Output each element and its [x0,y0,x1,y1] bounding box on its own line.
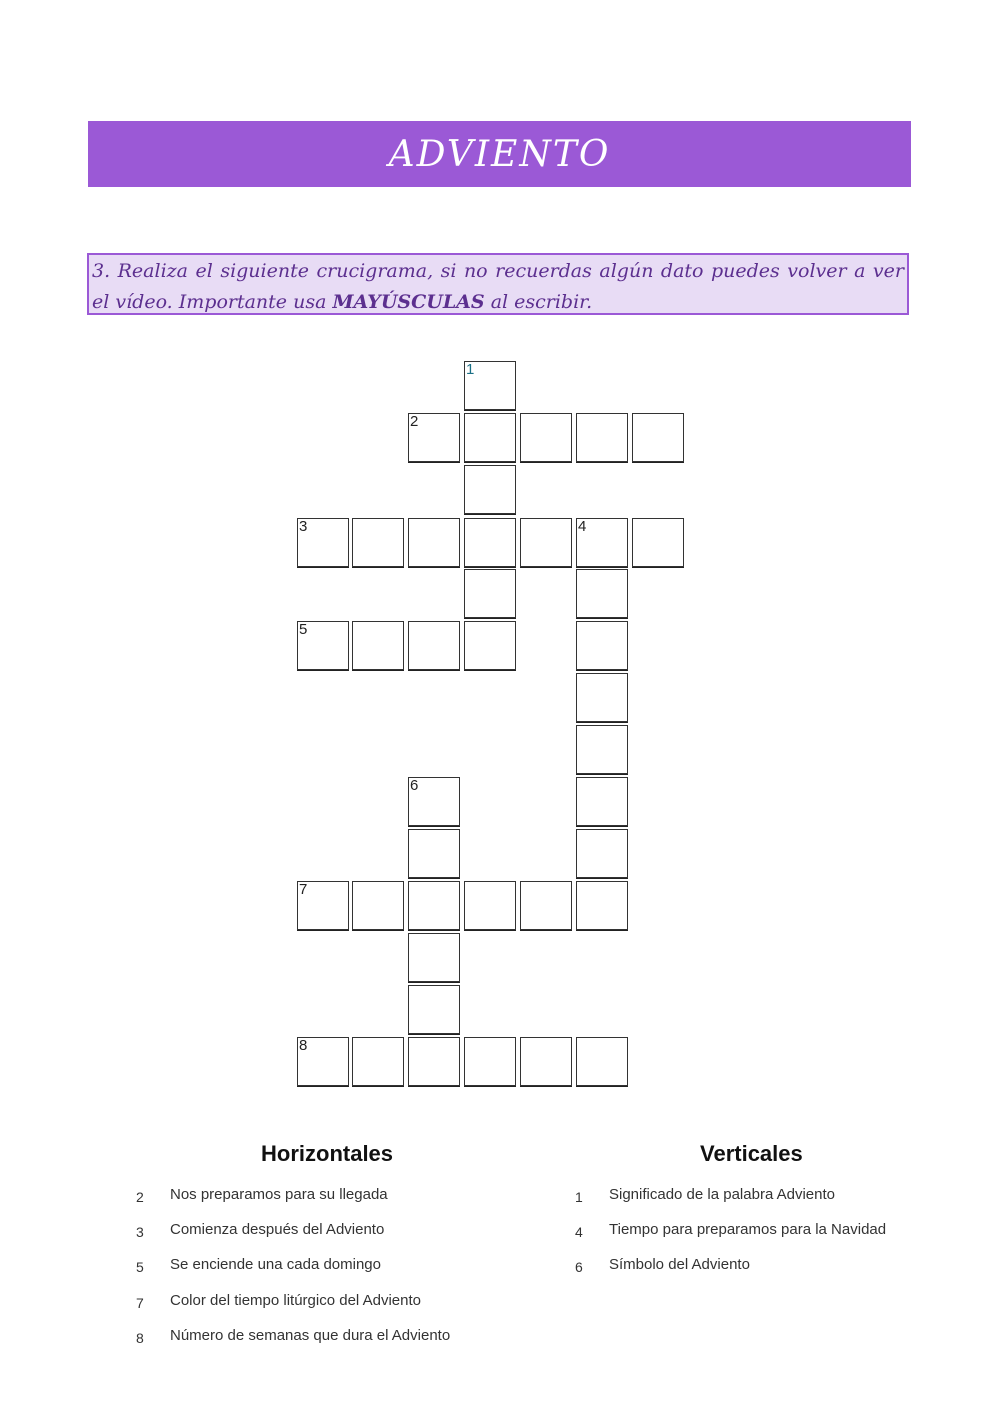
crossword-cell[interactable] [464,569,516,618]
clue-text: Nos preparamos para su llegada [170,1186,388,1203]
crossword-cell-input[interactable] [465,466,515,513]
clue-item [136,1221,556,1243]
crossword-cell-input[interactable] [298,1038,348,1085]
crossword-cell-input[interactable] [409,778,459,825]
clue-text: Símbolo del Adviento [609,1256,750,1274]
crossword-cell[interactable] [576,569,628,618]
crossword-cell-input[interactable] [465,570,515,617]
crossword-clue-number: 7 [299,881,308,898]
clue-number: 3 [136,1224,144,1241]
crossword-cell[interactable] [297,881,349,930]
clue-item [136,1256,556,1278]
crossword-cell-input[interactable] [298,882,348,929]
crossword-cell[interactable] [576,413,628,462]
crossword-cell[interactable] [464,881,516,930]
crossword-cell[interactable] [520,881,572,930]
clue-number: 1 [575,1189,583,1205]
crossword-clue-number: 8 [299,1037,308,1054]
crossword-cell[interactable] [464,518,516,567]
crossword-cell[interactable] [352,518,404,567]
clue-item [136,1292,556,1314]
crossword-cell-input[interactable] [577,519,627,566]
crossword-cell[interactable] [576,777,628,826]
crossword-clue-number: 6 [410,777,419,794]
instruction-text-end: al escribir. [484,291,593,313]
crossword-cell[interactable] [408,1037,460,1086]
clue-text: Color del tiempo litúrgico del Adviento [170,1291,421,1309]
crossword-cell-input[interactable] [409,986,459,1033]
crossword-cell[interactable] [520,1037,572,1086]
clue-text: Significado de la palabra Adviento [609,1186,835,1203]
crossword-clue-number: 3 [299,518,308,535]
crossword-cell-input[interactable] [353,519,403,566]
crossword-cell-input[interactable] [633,414,683,461]
crossword-cell-input[interactable] [521,1038,571,1085]
clue-number: 5 [136,1259,144,1276]
page-title: ADVIENTO [388,133,611,175]
crossword-cell-input[interactable] [577,882,627,929]
crossword-cell[interactable] [408,518,460,567]
clue-number: 6 [575,1259,583,1276]
crossword-cell[interactable] [408,777,460,826]
crossword-cell[interactable] [576,829,628,878]
clue-number: 7 [136,1294,144,1311]
crossword-cell[interactable] [576,621,628,670]
crossword-cell[interactable] [352,621,404,670]
title-banner [88,121,911,187]
crossword-cell[interactable] [408,881,460,930]
crossword-cell[interactable] [464,1037,516,1086]
crossword-cell[interactable] [632,413,684,462]
crossword-cell-input[interactable] [353,1038,403,1085]
crossword-cell[interactable] [520,413,572,462]
crossword-cell[interactable] [464,621,516,670]
horizontales-heading: Horizontales [261,1141,394,1166]
clue-item [575,1221,995,1243]
crossword-cell-input[interactable] [465,1038,515,1085]
crossword-cell[interactable] [520,518,572,567]
instruction-text: 3. Realiza el siguiente crucigrama, si no recuerdas algún dato puedes volver a ver el vídeo. Importante usa [92,260,904,313]
crossword-cell[interactable] [352,1037,404,1086]
crossword-cell[interactable] [464,361,516,410]
crossword-cell-input[interactable] [353,882,403,929]
crossword-cell-input[interactable] [521,882,571,929]
crossword-clue-number: 2 [410,413,419,430]
crossword-cell-input[interactable] [409,414,459,461]
crossword-cell-input[interactable] [577,414,627,461]
crossword-cell[interactable] [297,1037,349,1086]
crossword-cell-input[interactable] [409,882,459,929]
crossword-cell[interactable] [576,518,628,567]
crossword-cell[interactable] [297,621,349,670]
crossword-cell[interactable] [464,465,516,514]
crossword-cell[interactable] [408,413,460,462]
crossword-cell-input[interactable] [577,778,627,825]
clue-item [136,1186,556,1208]
crossword-cell-input[interactable] [577,726,627,773]
crossword-cell[interactable] [464,413,516,462]
crossword-cell-input[interactable] [577,622,627,669]
crossword-cell-input[interactable] [298,519,348,566]
crossword-cell-input[interactable] [465,362,515,409]
clue-item [575,1186,995,1208]
crossword-cell-input[interactable] [409,934,459,981]
crossword-cell-input[interactable] [633,519,683,566]
instruction-bold: MAYÚSCULAS [332,291,485,313]
crossword-cell-input[interactable] [409,1038,459,1085]
crossword-cell[interactable] [632,518,684,567]
crossword-cell-input[interactable] [298,622,348,669]
crossword-cell-input[interactable] [521,519,571,566]
crossword-cell[interactable] [408,829,460,878]
crossword-cell[interactable] [576,673,628,722]
crossword-cell-input[interactable] [577,1038,627,1085]
clue-item [575,1256,995,1278]
crossword-cell-input[interactable] [465,882,515,929]
crossword-cell-input[interactable] [409,519,459,566]
crossword-cell-input[interactable] [577,830,627,877]
crossword-cell-input[interactable] [521,414,571,461]
crossword-clue-number: 1 [466,361,475,378]
crossword-cell-input[interactable] [465,622,515,669]
clue-number: 8 [136,1329,144,1346]
clue-text: Se enciende una cada domingo [170,1256,381,1274]
crossword-cell[interactable] [408,933,460,982]
crossword-cell-input[interactable] [353,622,403,669]
clue-text: Tiempo para preparamos para la Navidad [609,1221,887,1239]
crossword-clue-number: 4 [578,518,587,535]
crossword-cell-input[interactable] [465,519,515,566]
clue-item [136,1327,556,1349]
clue-number: 4 [575,1224,583,1241]
crossword-cell[interactable] [297,518,349,567]
crossword-cell-input[interactable] [577,570,627,617]
crossword-cell[interactable] [408,621,460,670]
instruction-box [87,253,909,315]
crossword-cell-input[interactable] [577,674,627,721]
crossword-cell[interactable] [576,881,628,930]
clue-text: Número de semanas que dura el Adviento [170,1326,451,1344]
crossword-clue-number: 5 [299,621,308,638]
verticales-heading: Verticales [700,1141,803,1166]
clue-text: Comienza después del Adviento [170,1221,385,1239]
crossword-cell-input[interactable] [465,414,515,461]
clue-number: 2 [136,1189,144,1205]
crossword-cell-input[interactable] [409,830,459,877]
crossword-cell[interactable] [576,725,628,774]
crossword-cell[interactable] [408,985,460,1034]
crossword-cell[interactable] [576,1037,628,1086]
crossword-cell-input[interactable] [409,622,459,669]
crossword-cell[interactable] [352,881,404,930]
